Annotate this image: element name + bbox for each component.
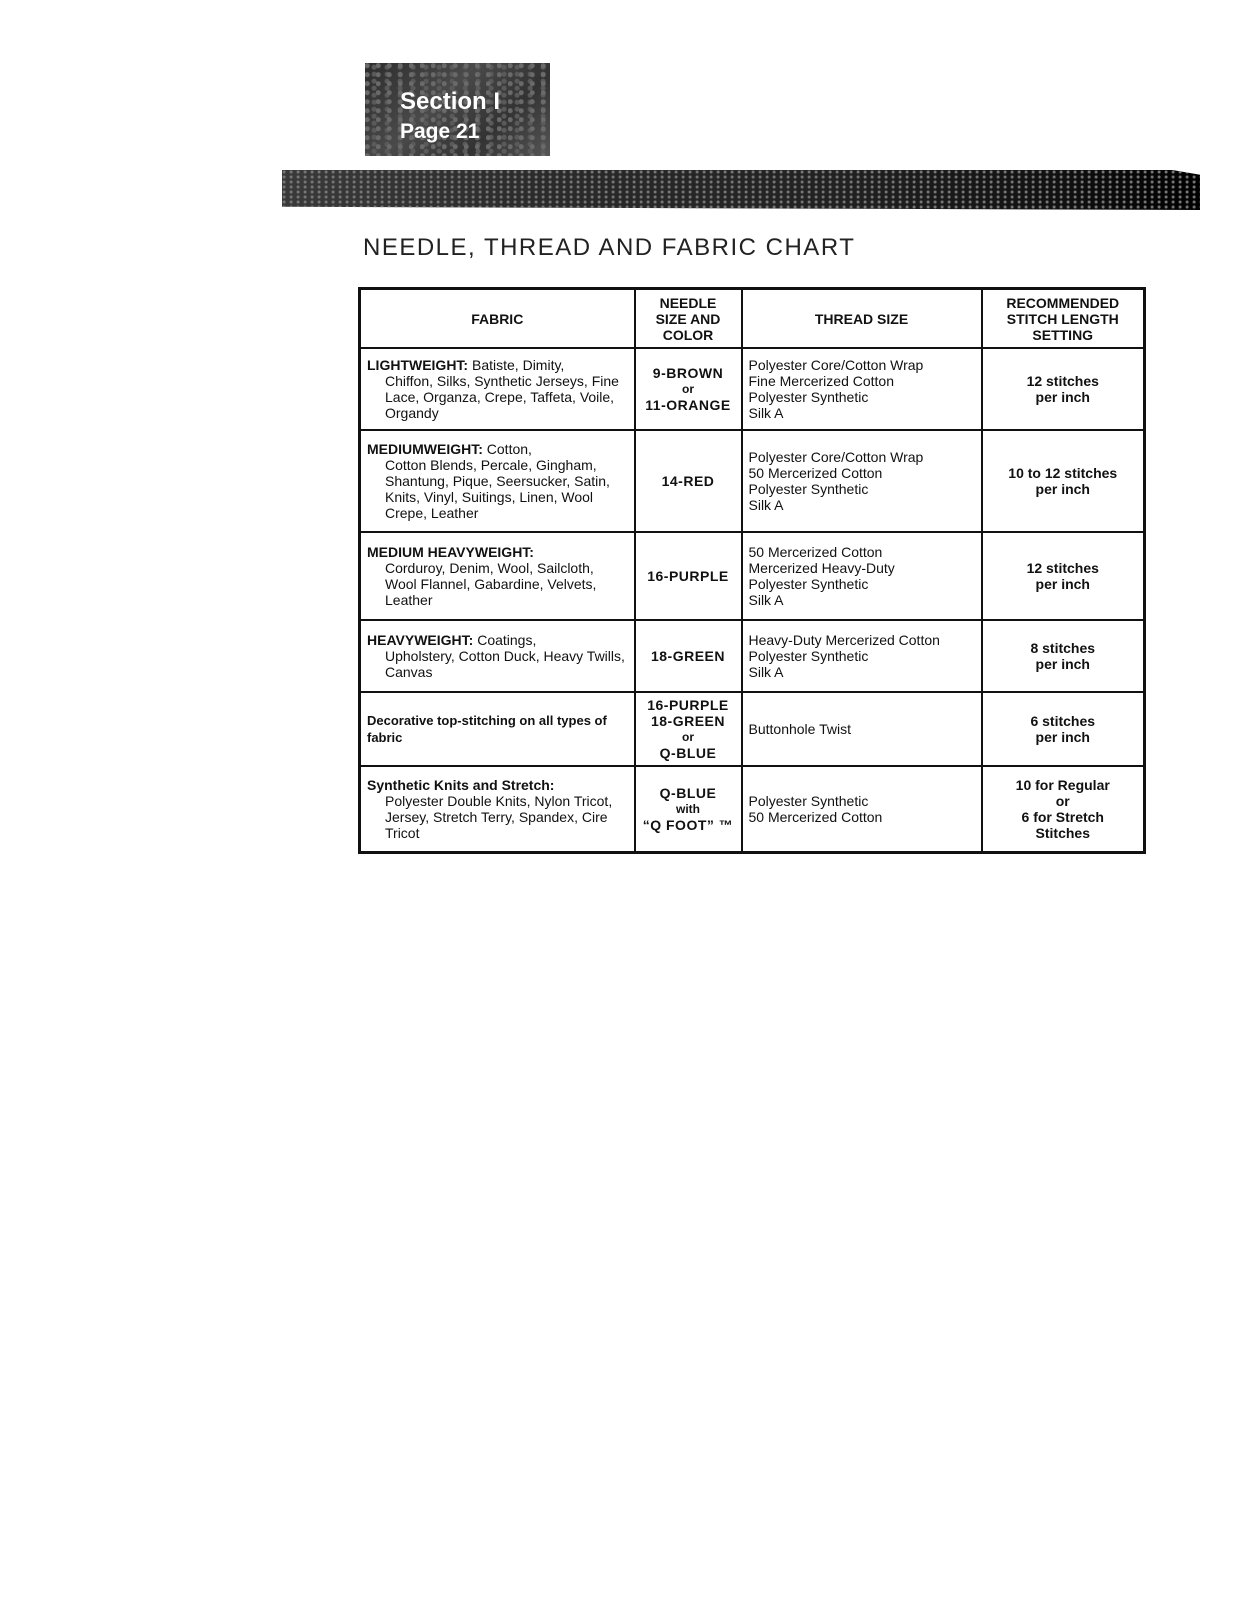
table-row [360,620,1145,692]
thread-size-line: Heavy-Duty Mercerized Cotton [748,632,940,648]
thread-size-line: 50 Mercerized Cotton [748,544,883,560]
fabric-description: Decorative top-stitching on all types of fabric [367,713,607,745]
section-page-badge [365,63,550,156]
fabric-list: Corduroy, Denim, Wool, Sailcloth, Wool Flannel, Gabardine, Velvets, Leather [385,560,597,608]
stitch-cell [982,532,1145,620]
needle-size-line: or [682,730,694,744]
needle-cell [635,620,742,692]
thread-size-line: Buttonhole Twist [748,721,851,737]
thread-cell [742,348,982,430]
column-header-stitch [982,289,1145,349]
thread-size-line: Mercerized Heavy-Duty [748,560,895,576]
stitch-cell [982,348,1145,430]
needle-size-line: 11-ORANGE [645,397,731,413]
stitch-length-line: 8 stitches [1030,640,1096,656]
needle-cell [635,692,742,766]
fabric-cell [360,766,635,852]
fabric-weight-title: MEDIUM HEAVYWEIGHT: [367,544,534,560]
needle-size-line: or [682,382,694,396]
header-banner [282,170,1200,210]
thread-size-line: Polyester Synthetic [748,481,869,497]
thread-size-line: 50 Mercerized Cotton [748,808,883,825]
stitch-cell [982,430,1145,532]
column-header-thread-label: THREAD SIZE [814,310,909,327]
fabric-list: Upholstery, Cotton Duck, Heavy Twills, Canvas [385,648,625,680]
fabric-weight-title: LIGHTWEIGHT: [367,357,469,373]
thread-size-line: Fine Mercerized Cotton [748,373,895,389]
needle-size-line: 18-GREEN [650,713,726,729]
fabric-list: Polyester Double Knits, Nylon Tricot, Jersey, Stretch Terry, Spandex, Cire Tricot [385,792,613,841]
needle-size-line: 9-BROWN [652,365,724,381]
stitch-length-line: 6 stitches [1030,713,1096,729]
thread-cell [742,532,982,620]
table-header-row [360,289,1145,349]
column-header-fabric [360,289,635,349]
section-label: Section I [400,88,501,115]
thread-size-line: 50 Mercerized Cotton [748,465,883,481]
thread-size-line: Polyester Synthetic [748,389,869,405]
fabric-weight-title: Synthetic Knits and Stretch: [367,776,555,793]
needle-size-line: Q-BLUE [659,745,717,761]
fabric-cell [360,532,635,620]
column-header-stitch-line: STITCH LENGTH [1006,310,1119,327]
thread-size-line: Silk A [748,664,784,680]
stitch-length-line: per inch [1035,481,1090,497]
stitch-length-line: per inch [1035,729,1090,745]
fabric-first-line: Cotton, [482,441,532,457]
stitch-cell [982,620,1145,692]
fabric-list: Chiffon, Silks, Synthetic Jerseys, Fine Lace, Organza, Crepe, Taffeta, Voile, Organdy [385,373,619,421]
fabric-cell [360,348,635,430]
stitch-cell [982,692,1145,766]
thread-size-line: Polyester Core/Cotton Wrap [748,449,924,465]
needle-size-line: Q-BLUE [659,784,717,801]
thread-cell [742,620,982,692]
fabric-list: Cotton Blends, Percale, Gingham, Shantung, Pique, Seersucker, Satin, Knits, Vinyl, Suitings, Linen, Wool Crepe, Leather [385,457,610,521]
column-header-thread [742,289,982,349]
thread-size-line: Polyester Synthetic [748,648,869,664]
stitch-length-line: 6 for Stretch [1021,808,1104,825]
page-label: Page 21 [400,120,480,143]
needle-size-line: 16-PURPLE [647,568,729,584]
stitch-length-line: 10 to 12 stitches [1008,465,1118,481]
needle-cell [635,430,742,532]
fabric-cell [360,692,635,766]
fabric-weight-title: MEDIUMWEIGHT: [367,441,483,457]
needle-cell [635,348,742,430]
column-header-stitch-line: SETTING [1032,326,1094,343]
stitch-length-line: per inch [1035,576,1090,592]
thread-cell [742,430,982,532]
table-row [360,532,1145,620]
thread-size-line: Silk A [748,592,784,608]
needle-size-line: 14-RED [661,473,715,489]
needle-size-line: with [676,801,700,816]
thread-size-line: Silk A [748,497,784,513]
fabric-weight-title: HEAVYWEIGHT: [367,632,474,648]
stitch-length-line: per inch [1035,389,1090,405]
table-body [360,348,1145,852]
needle-size-line: 16-PURPLE [647,697,729,713]
fabric-cell [360,430,635,532]
stitch-length-line: 12 stitches [1026,560,1099,576]
needle-size-line: “Q FOOT” ™ [642,816,734,833]
table-row [360,348,1145,430]
thread-cell [742,766,982,852]
column-header-needle-line: SIZE AND [655,310,721,327]
column-header-needle [635,289,742,349]
thread-size-line: Polyester Synthetic [748,576,869,592]
stitch-length-line: Stitches [1035,824,1090,841]
needle-cell [635,532,742,620]
page-title: NEEDLE, THREAD AND FABRIC CHART [363,234,856,261]
stitch-length-line: 10 for Regular [1015,776,1110,793]
column-header-stitch-line: RECOMMENDED [1006,294,1120,311]
column-header-fabric-label: FABRIC [471,310,524,327]
table-row [360,766,1145,852]
column-header-needle-line: NEEDLE [659,294,717,311]
thread-size-line: Polyester Core/Cotton Wrap [748,357,924,373]
needle-cell [635,766,742,852]
fabric-first-line: Batiste, Dimity, [468,357,565,373]
stitch-length-line: or [1055,792,1070,809]
thread-cell [742,692,982,766]
stitch-length-line: per inch [1035,656,1090,672]
table-row [360,692,1145,766]
column-header-needle-line: COLOR [662,326,714,343]
stitch-length-line: 12 stitches [1026,373,1099,389]
stitch-cell [982,766,1145,852]
fabric-first-line: Coatings, [473,632,537,648]
table-row [360,430,1145,532]
needle-thread-fabric-table [358,287,1146,854]
fabric-cell [360,620,635,692]
needle-size-line: 18-GREEN [650,648,726,664]
thread-size-line: Silk A [748,405,784,421]
thread-size-line: Polyester Synthetic [748,792,869,809]
